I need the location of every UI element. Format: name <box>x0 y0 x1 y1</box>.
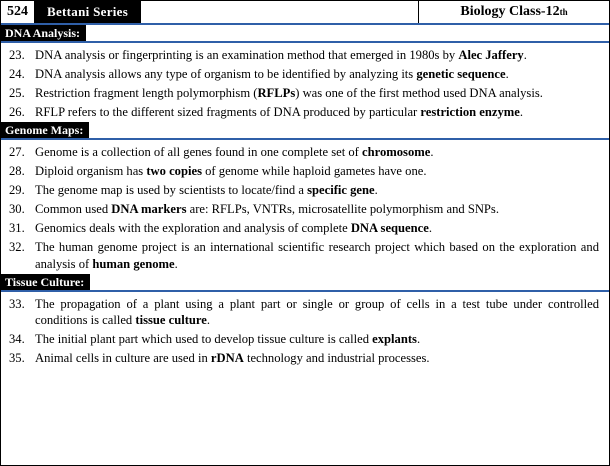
list-item-number: 32. <box>9 240 25 255</box>
list-item-number: 31. <box>9 221 25 236</box>
section-header <box>1 25 609 43</box>
list-item-number: 34. <box>9 331 25 346</box>
class-label-text: Biology Class-12 <box>460 4 560 19</box>
list-item-text: The initial plant part which used to develop tissue culture is called explants. <box>35 331 421 346</box>
section-item-list <box>1 43 609 122</box>
list-item-number: 25. <box>9 85 25 100</box>
list-item <box>1 142 609 161</box>
list-item-number: 35. <box>9 351 25 366</box>
section-item-list <box>1 140 609 274</box>
list-item <box>1 45 609 64</box>
section-item-list <box>1 292 609 368</box>
list-item-text: Restriction fragment length polymorphism (RFLPs) was one of the first method used DNA analysis. <box>35 85 543 100</box>
section-header-rule <box>89 122 609 138</box>
list-item-number: 26. <box>9 104 25 119</box>
list-item <box>1 238 609 273</box>
class-label <box>419 1 609 23</box>
list-item-text: The genome map is used by scientists to locate/find a specific gene. <box>35 183 378 198</box>
list-item-text: Diploid organism has two copies of genome while haploid gametes have one. <box>35 164 427 179</box>
list-item <box>1 219 609 238</box>
sections-container <box>1 25 609 369</box>
page-header <box>1 1 609 25</box>
list-item-number: 28. <box>9 164 25 179</box>
section-header-rule <box>90 274 609 290</box>
list-item-number: 27. <box>9 144 25 159</box>
section-title: Tissue Culture: <box>1 274 90 290</box>
list-item-text: Common used DNA markers are: RFLPs, VNTRs, microsatellite polymorphism and SNPs. <box>35 202 499 217</box>
list-item-number: 23. <box>9 47 25 62</box>
section-header-rule <box>86 25 609 41</box>
list-item-text: The propagation of a plant using a plant part or single or group of cells in a test tube under controlled conditions is called tissue culture. <box>35 296 599 327</box>
list-item-text: Animal cells in culture are used in rDNA technology and industrial processes. <box>35 351 430 366</box>
list-item <box>1 329 609 348</box>
list-item-number: 33. <box>9 296 25 311</box>
header-spacer <box>141 1 419 23</box>
section-title: DNA Analysis: <box>1 25 86 41</box>
page-number: 524 <box>1 1 35 23</box>
list-item-text: Genome is a collection of all genes found in one complete set of chromosome. <box>35 144 434 159</box>
list-item-text: DNA analysis or fingerprinting is an examination method that emerged in 1980s by Alec Jaffery. <box>35 47 527 62</box>
list-item <box>1 294 609 329</box>
list-item <box>1 162 609 181</box>
list-item <box>1 349 609 368</box>
list-item <box>1 181 609 200</box>
class-label-superscript: th <box>559 7 568 17</box>
list-item-text: DNA analysis allows any type of organism to be identified by analyzing its genetic sequence. <box>35 66 509 81</box>
series-label: Bettani Series <box>35 1 141 23</box>
list-item-number: 24. <box>9 66 25 81</box>
list-item-text: RFLP refers to the different sized fragments of DNA produced by particular restriction enzyme. <box>35 104 523 119</box>
section-header <box>1 122 609 140</box>
section-title: Genome Maps: <box>1 122 89 138</box>
list-item <box>1 83 609 102</box>
list-item-number: 29. <box>9 183 25 198</box>
list-item-number: 30. <box>9 202 25 217</box>
list-item-text: The human genome project is an international scientific research project which based on the exploration and analysis of human genome. <box>35 240 599 271</box>
section-header <box>1 274 609 292</box>
list-item-text: Genomics deals with the exploration and analysis of complete DNA sequence. <box>35 221 432 236</box>
list-item <box>1 102 609 121</box>
list-item <box>1 64 609 83</box>
list-item <box>1 200 609 219</box>
